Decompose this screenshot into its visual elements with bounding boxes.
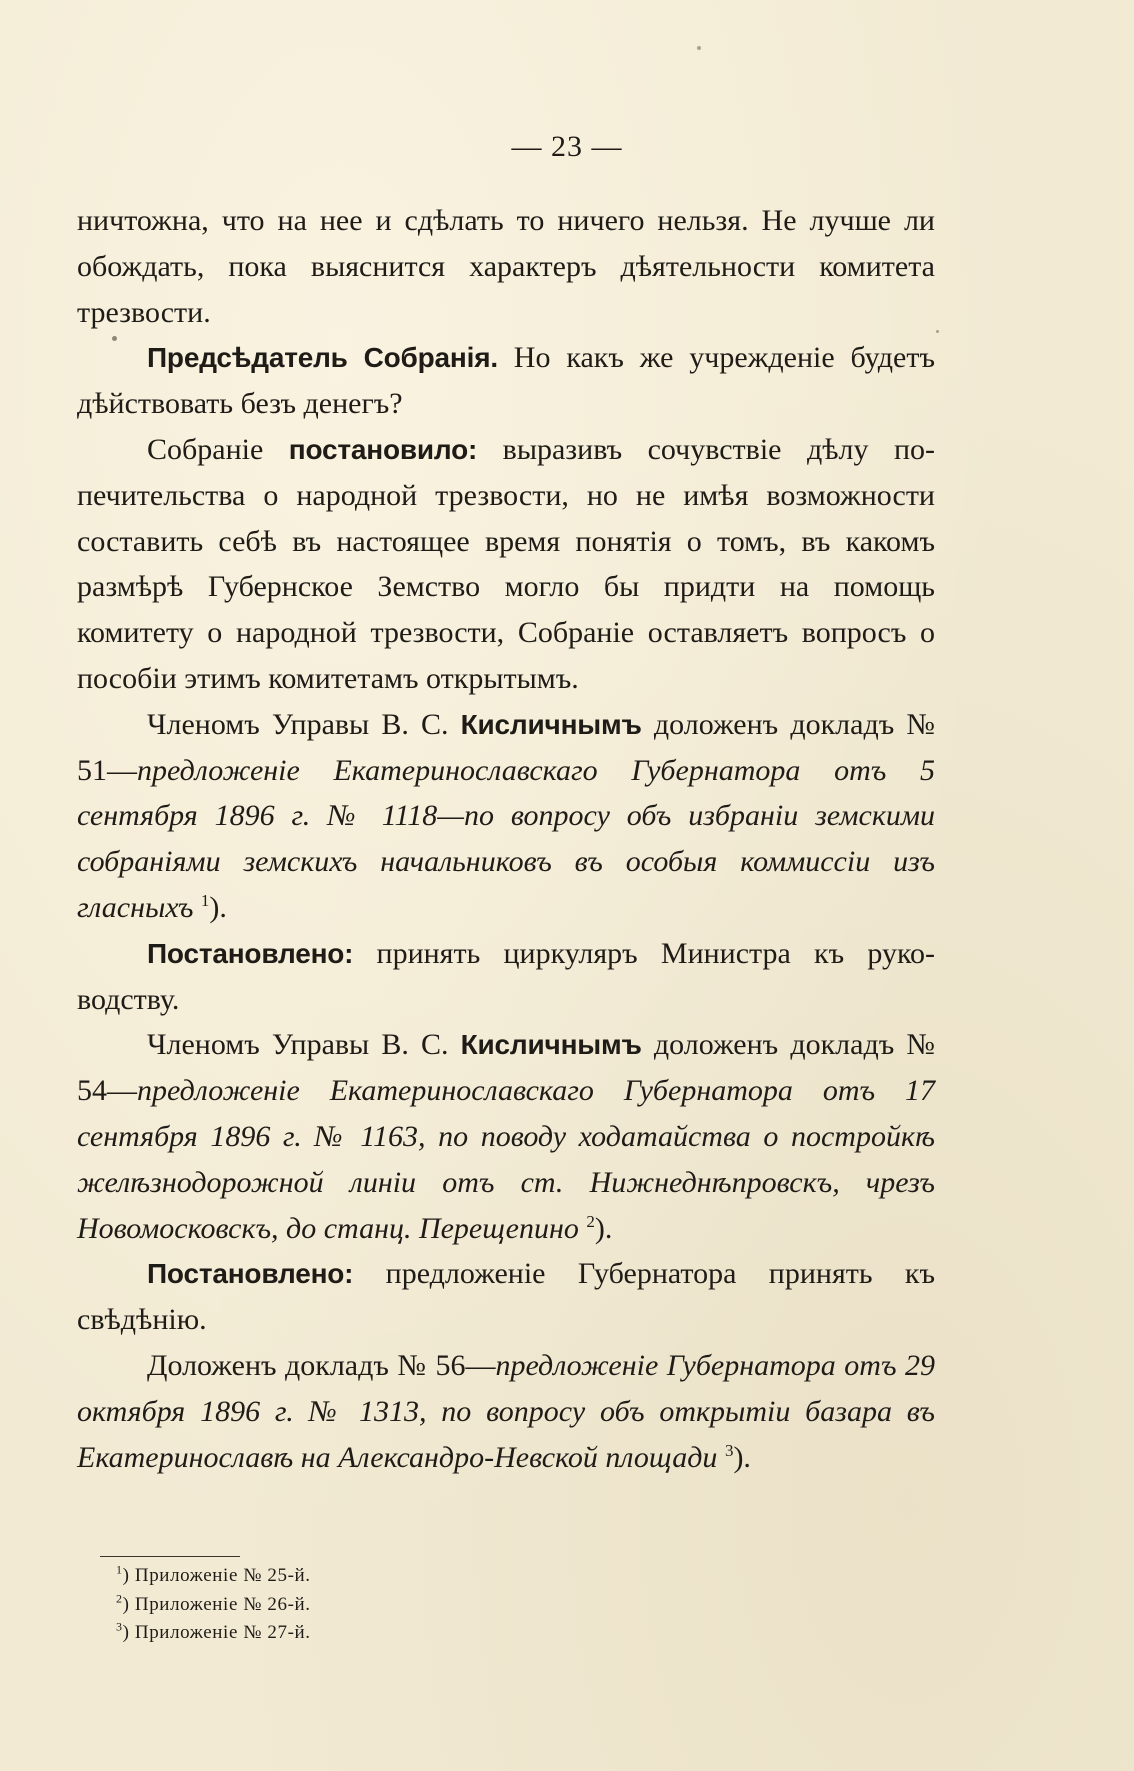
- paragraph-text: Собраніе: [147, 432, 289, 466]
- page-number: — 23 —: [511, 130, 623, 163]
- footnote-1: [116, 1562, 311, 1591]
- speaker-label: Предсѣдатель Собранія.: [147, 342, 498, 374]
- footnote-3: [116, 1619, 311, 1648]
- paper-speck: [697, 46, 701, 50]
- body-text: [77, 198, 935, 1480]
- paragraph-text: ).: [594, 1211, 613, 1245]
- paragraph-decided-2: [77, 1251, 935, 1343]
- footnote-text: ) Приложеніе № 25-й.: [122, 1565, 311, 1586]
- decided-label: Постановлено:: [147, 937, 354, 969]
- paragraph-text: ничтожна, что на нее и сдѣлать то ничего нельзя. Не лучше ли обождать, пока выяснится характеръ дѣятельности комитета трезвости.: [77, 204, 935, 329]
- member-name: Кисличнымъ: [460, 1029, 642, 1061]
- report-title: предложеніе Губернатора отъ 29 октября 1896 г. № 1313, по вопросу объ открытіи базара въ Екатеринославѣ на Александро-Невской площади: [77, 1348, 935, 1474]
- paragraph-text: Членомъ Управы В. С.: [147, 1028, 461, 1062]
- paragraph-text: Доложенъ докладъ № 56—: [147, 1348, 496, 1382]
- footnote-mark: 1: [116, 1562, 123, 1577]
- paragraph-text: Членомъ Управы В. С.: [147, 707, 461, 741]
- paragraph-text: выразивъ сочувствіе дѣлу попечительства о народной трезвости, но не имѣя возможности составить себѣ въ настоящее время понятія о томъ, въ какомъ размѣрѣ Губернское Земство могло бы придти на помощь комитету о народной трезвости, Собраніе оставляетъ вопросъ о пособіи этимъ комитетамъ открытымъ.: [77, 432, 935, 695]
- paragraph-report-54: [77, 1022, 935, 1251]
- paragraph-resolution: [77, 427, 935, 702]
- paragraph-text: предложеніе Губернатора принять къ свѣдѣнію.: [77, 1257, 935, 1337]
- footnote-2: [116, 1591, 311, 1620]
- footnote-reference: 1: [200, 890, 210, 910]
- footnote-text: ) Приложеніе № 26-й.: [122, 1593, 311, 1615]
- member-name: Кисличнымъ: [460, 708, 642, 740]
- footnote-reference: 3: [724, 1440, 734, 1460]
- footnote-text: ) Приложеніе № 27-й.: [122, 1622, 311, 1643]
- paragraph-continuation: [77, 198, 935, 335]
- footnote-reference: 2: [586, 1211, 595, 1231]
- report-title: предложеніе Екатеринославскаго Губернатора отъ 17 сентября 1896 г. № 1163, по поводу ходатайства о постройкѣ желѣзнодорожной линіи отъ ст. Нижнеднѣпровскъ, чрезъ Новомосковскъ, до станц. Перещепино: [77, 1074, 935, 1245]
- paragraph-report-56: [77, 1343, 935, 1480]
- paper-speck: [936, 330, 939, 333]
- report-title: предложеніе Екатеринославскаго Губернатора отъ 5 сентября 1896 г. № 1118—по вопросу объ избраніи земскими собраніями земскихъ начальниковъ въ особыя коммиссіи изъ гласныхъ: [77, 753, 935, 924]
- paragraph-text: принять циркуляръ Министра къ руководству.: [77, 936, 935, 1016]
- footnotes: [116, 1562, 311, 1648]
- resolution-label: постановило:: [288, 433, 478, 465]
- paragraph-report-51: [77, 702, 935, 931]
- footnote-mark: 2: [116, 1591, 123, 1606]
- paragraph-text: Но какъ же учрежденіе будетъ дѣйствовать безъ денегъ?: [77, 341, 935, 421]
- paragraph-text: доложенъ докладъ № 54—: [77, 1028, 935, 1108]
- paragraph-text: ).: [209, 890, 227, 924]
- footnote-divider: [100, 1556, 240, 1557]
- paragraph-text: ).: [733, 1440, 751, 1474]
- footnote-mark: 3: [116, 1619, 123, 1634]
- paragraph-decided-1: [77, 931, 935, 1023]
- decided-label: Постановлено:: [147, 1258, 354, 1290]
- paragraph-text: доложенъ докладъ № 51—: [77, 707, 935, 787]
- paragraph-chairman: [77, 335, 935, 427]
